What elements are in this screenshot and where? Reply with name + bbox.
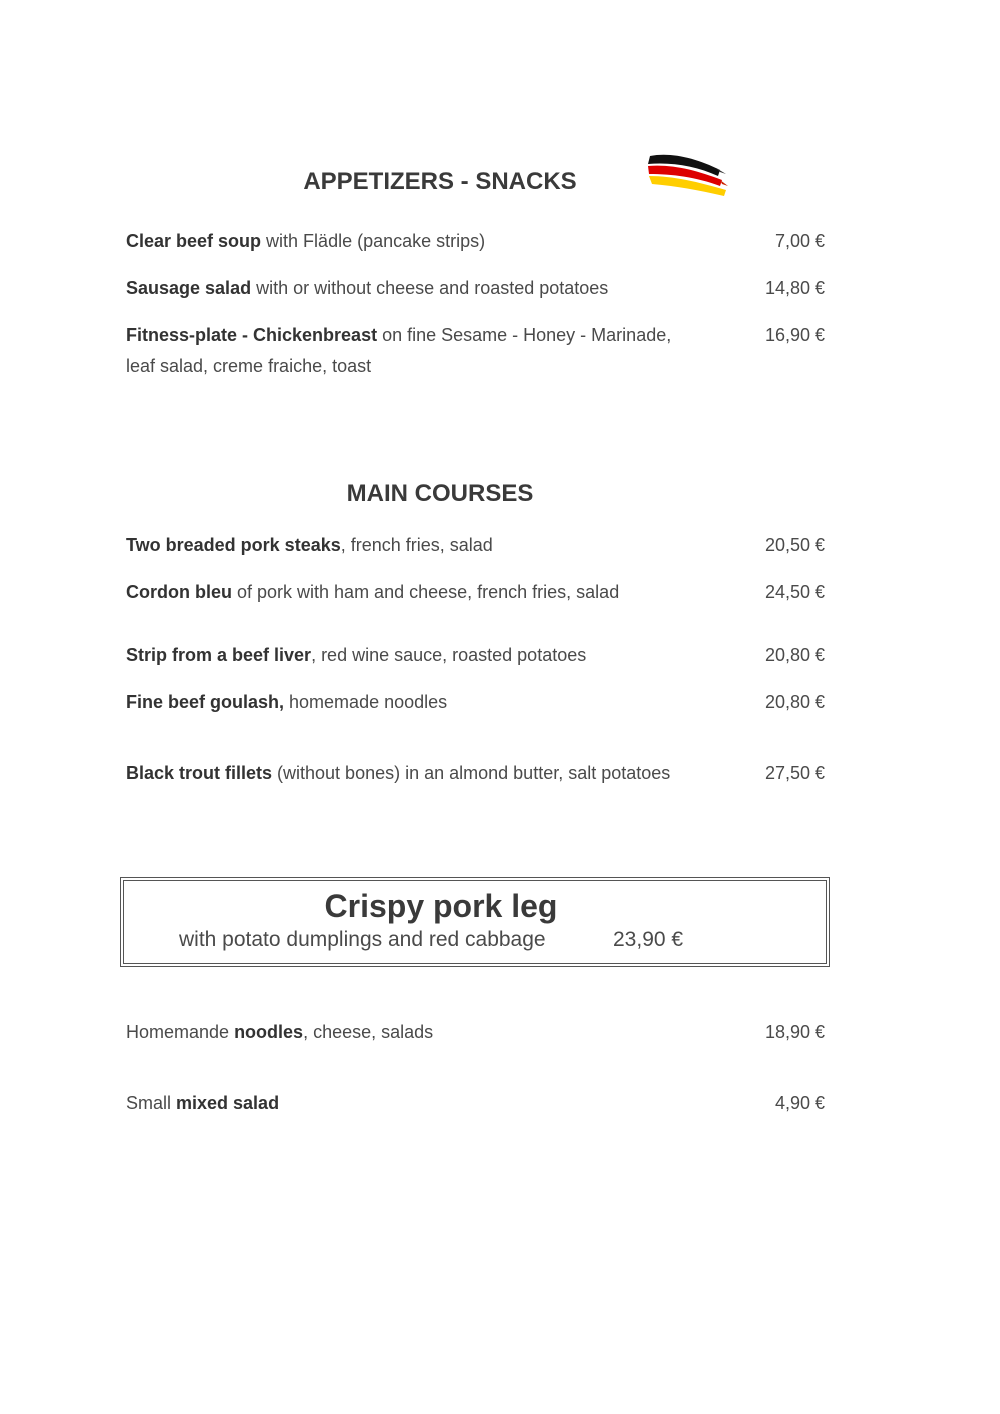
main-courses-heading: MAIN COURSES	[346, 480, 534, 507]
item-description: with or without cheese and roasted potatoes	[251, 278, 609, 298]
appetizers-heading: APPETIZERS - SNACKS	[303, 168, 577, 195]
item-name: Strip from a beef liver	[126, 645, 312, 665]
menu-item-trout-fillets	[126, 758, 726, 789]
menu-item-pork-steaks	[126, 530, 696, 561]
item-description: , french fries, salad	[340, 535, 493, 555]
item-price: 20,80 €	[764, 692, 825, 712]
menu-item-sausage-salad	[126, 273, 696, 304]
item-price: 7,00 €	[774, 231, 825, 251]
item-description: , cheese, salads	[303, 1022, 434, 1042]
special-dish-box	[120, 877, 830, 967]
item-name: noodles	[234, 1022, 304, 1042]
item-name: Sausage salad	[126, 278, 252, 298]
menu-item-beef-goulash	[126, 687, 696, 718]
item-price: 16,90 €	[764, 325, 825, 345]
item-price: 20,80 €	[764, 645, 825, 665]
special-dish-title: Crispy pork leg	[324, 888, 558, 924]
item-description: , red wine sauce, roasted potatoes	[311, 645, 587, 665]
menu-item-clear-beef-soup	[126, 226, 696, 257]
menu-item-fitness-plate	[126, 320, 696, 382]
item-prefix: Small	[126, 1093, 177, 1113]
menu-item-beef-liver	[126, 640, 696, 671]
item-price: 24,50 €	[764, 582, 825, 602]
item-description: on fine Sesame - Honey - Marinade, leaf salad, creme fraiche, toast	[126, 325, 672, 376]
menu-item-cordon-bleu	[126, 577, 696, 608]
item-price: 18,90 €	[764, 1022, 825, 1042]
item-price: 14,80 €	[764, 278, 825, 298]
menu-item-homemade-noodles	[126, 1017, 696, 1048]
item-prefix: Homemande	[126, 1022, 235, 1042]
special-dish-description: with potato dumplings and red cabbage	[179, 928, 546, 951]
item-description: of pork with ham and cheese, french fries, salad	[232, 582, 620, 602]
item-price: 27,50 €	[764, 763, 825, 783]
item-name: mixed salad	[176, 1093, 280, 1113]
item-name: Two breaded pork steaks	[126, 535, 341, 555]
item-price: 20,50 €	[764, 535, 825, 555]
item-name: Cordon bleu	[126, 582, 232, 602]
item-description: with Flädle (pancake strips)	[261, 231, 486, 251]
item-name: Clear beef soup	[126, 231, 262, 251]
item-name: Black trout fillets	[126, 763, 273, 783]
item-description: homemade noodles	[284, 692, 448, 712]
item-name: Fitness-plate - Chickenbreast	[126, 325, 378, 345]
item-name: Fine beef goulash,	[126, 692, 285, 712]
special-dish-price: 23,90 €	[613, 928, 684, 951]
german-flag-icon	[646, 150, 728, 202]
item-price: 4,90 €	[774, 1093, 825, 1113]
item-description: (without bones) in an almond butter, salt potatoes	[272, 763, 671, 783]
menu-item-small-mixed-salad	[126, 1088, 696, 1119]
